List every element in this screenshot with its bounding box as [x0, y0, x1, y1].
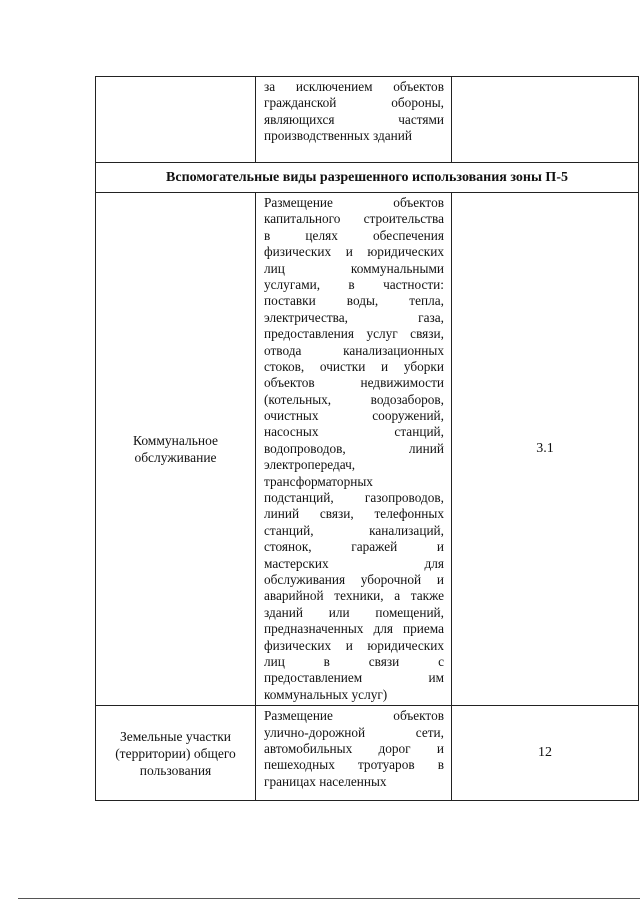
page-bottom-rule — [18, 898, 640, 899]
description-line: улично-дорожной сети, — [264, 724, 444, 740]
description-line: стоков, очистки и уборки — [264, 358, 444, 374]
use-code-cell — [452, 77, 639, 163]
description-line: Размещение объектов — [264, 708, 444, 724]
use-name-line: обслуживание — [134, 450, 217, 466]
use-code-cell: 3.1 — [452, 193, 639, 706]
description-line: в целях обеспечения — [264, 227, 444, 243]
use-description-cell — [256, 77, 452, 163]
description-line: физических и юридических — [264, 244, 444, 260]
use-name-line: Земельные участки — [119, 728, 232, 744]
description-line: электропередач, — [264, 457, 356, 473]
zoning-table — [95, 76, 639, 801]
description-line: коммунальных услуг) — [264, 686, 388, 702]
description-line: производственных зданий — [264, 128, 412, 144]
description-line: станций, канализаций, — [264, 522, 444, 538]
description-line: являющихся частями — [264, 111, 444, 127]
description-line: трансформаторных — [264, 473, 373, 489]
description-line: физических и юридических — [264, 637, 444, 653]
use-name-line: Коммунальное — [132, 433, 219, 449]
description-line: отвода канализационных — [264, 342, 444, 358]
description-line: предоставлением им — [264, 670, 444, 686]
use-description-cell — [256, 193, 452, 706]
description-line: автомобильных дорог и — [264, 740, 444, 756]
description-line: электричества, газа, — [264, 309, 444, 325]
description-line: аварийной техники, а также — [264, 588, 444, 604]
use-name-cell — [96, 193, 256, 706]
description-line: гражданской обороны, — [264, 95, 444, 111]
description-line: предназначенных для приема — [264, 621, 444, 637]
description-line: границах населенных — [264, 773, 387, 789]
description-line: лиц коммунальными — [264, 260, 444, 276]
description-line: очистных сооружений, — [264, 408, 444, 424]
use-name-cell — [96, 706, 256, 801]
description-line: мастерских для — [264, 555, 444, 571]
description-line: подстанций, газопроводов, — [264, 490, 444, 506]
description-line: предоставления услуг связи, — [264, 326, 444, 342]
description-line: насосных станций, — [264, 424, 444, 440]
description-line: капитального строительства — [264, 211, 444, 227]
description-line: услугами, в частности: — [264, 276, 444, 292]
table-row — [96, 77, 639, 163]
description-line: лиц в связи с — [264, 653, 444, 669]
description-line: (котельных, водозаборов, — [264, 391, 444, 407]
description-line: объектов недвижимости — [264, 375, 444, 391]
use-name-line: пользования — [139, 762, 212, 778]
section-heading: Вспомогательные виды разрешенного использования зоны П-5 — [96, 163, 639, 193]
use-name-cell — [96, 77, 256, 163]
description-line: за исключением объектов — [264, 79, 444, 94]
description-line: поставки воды, тепла, — [264, 293, 444, 309]
description-line: Размещение объектов — [264, 195, 444, 210]
description-line: линий связи, телефонных — [264, 506, 444, 522]
table-row — [96, 163, 639, 193]
use-description-cell — [256, 706, 452, 801]
description-line: пешеходных тротуаров в — [264, 757, 444, 773]
table-row — [96, 706, 639, 801]
description-line: стоянок, гаражей и — [264, 539, 444, 555]
description-line: зданий или помещений, — [264, 604, 444, 620]
description-line: обслуживания уборочной и — [264, 571, 444, 587]
table-row — [96, 193, 639, 706]
use-name-line: (территории) общего — [115, 745, 236, 761]
description-line: водопроводов, линий — [264, 440, 444, 456]
use-code-cell: 12 — [452, 706, 639, 801]
